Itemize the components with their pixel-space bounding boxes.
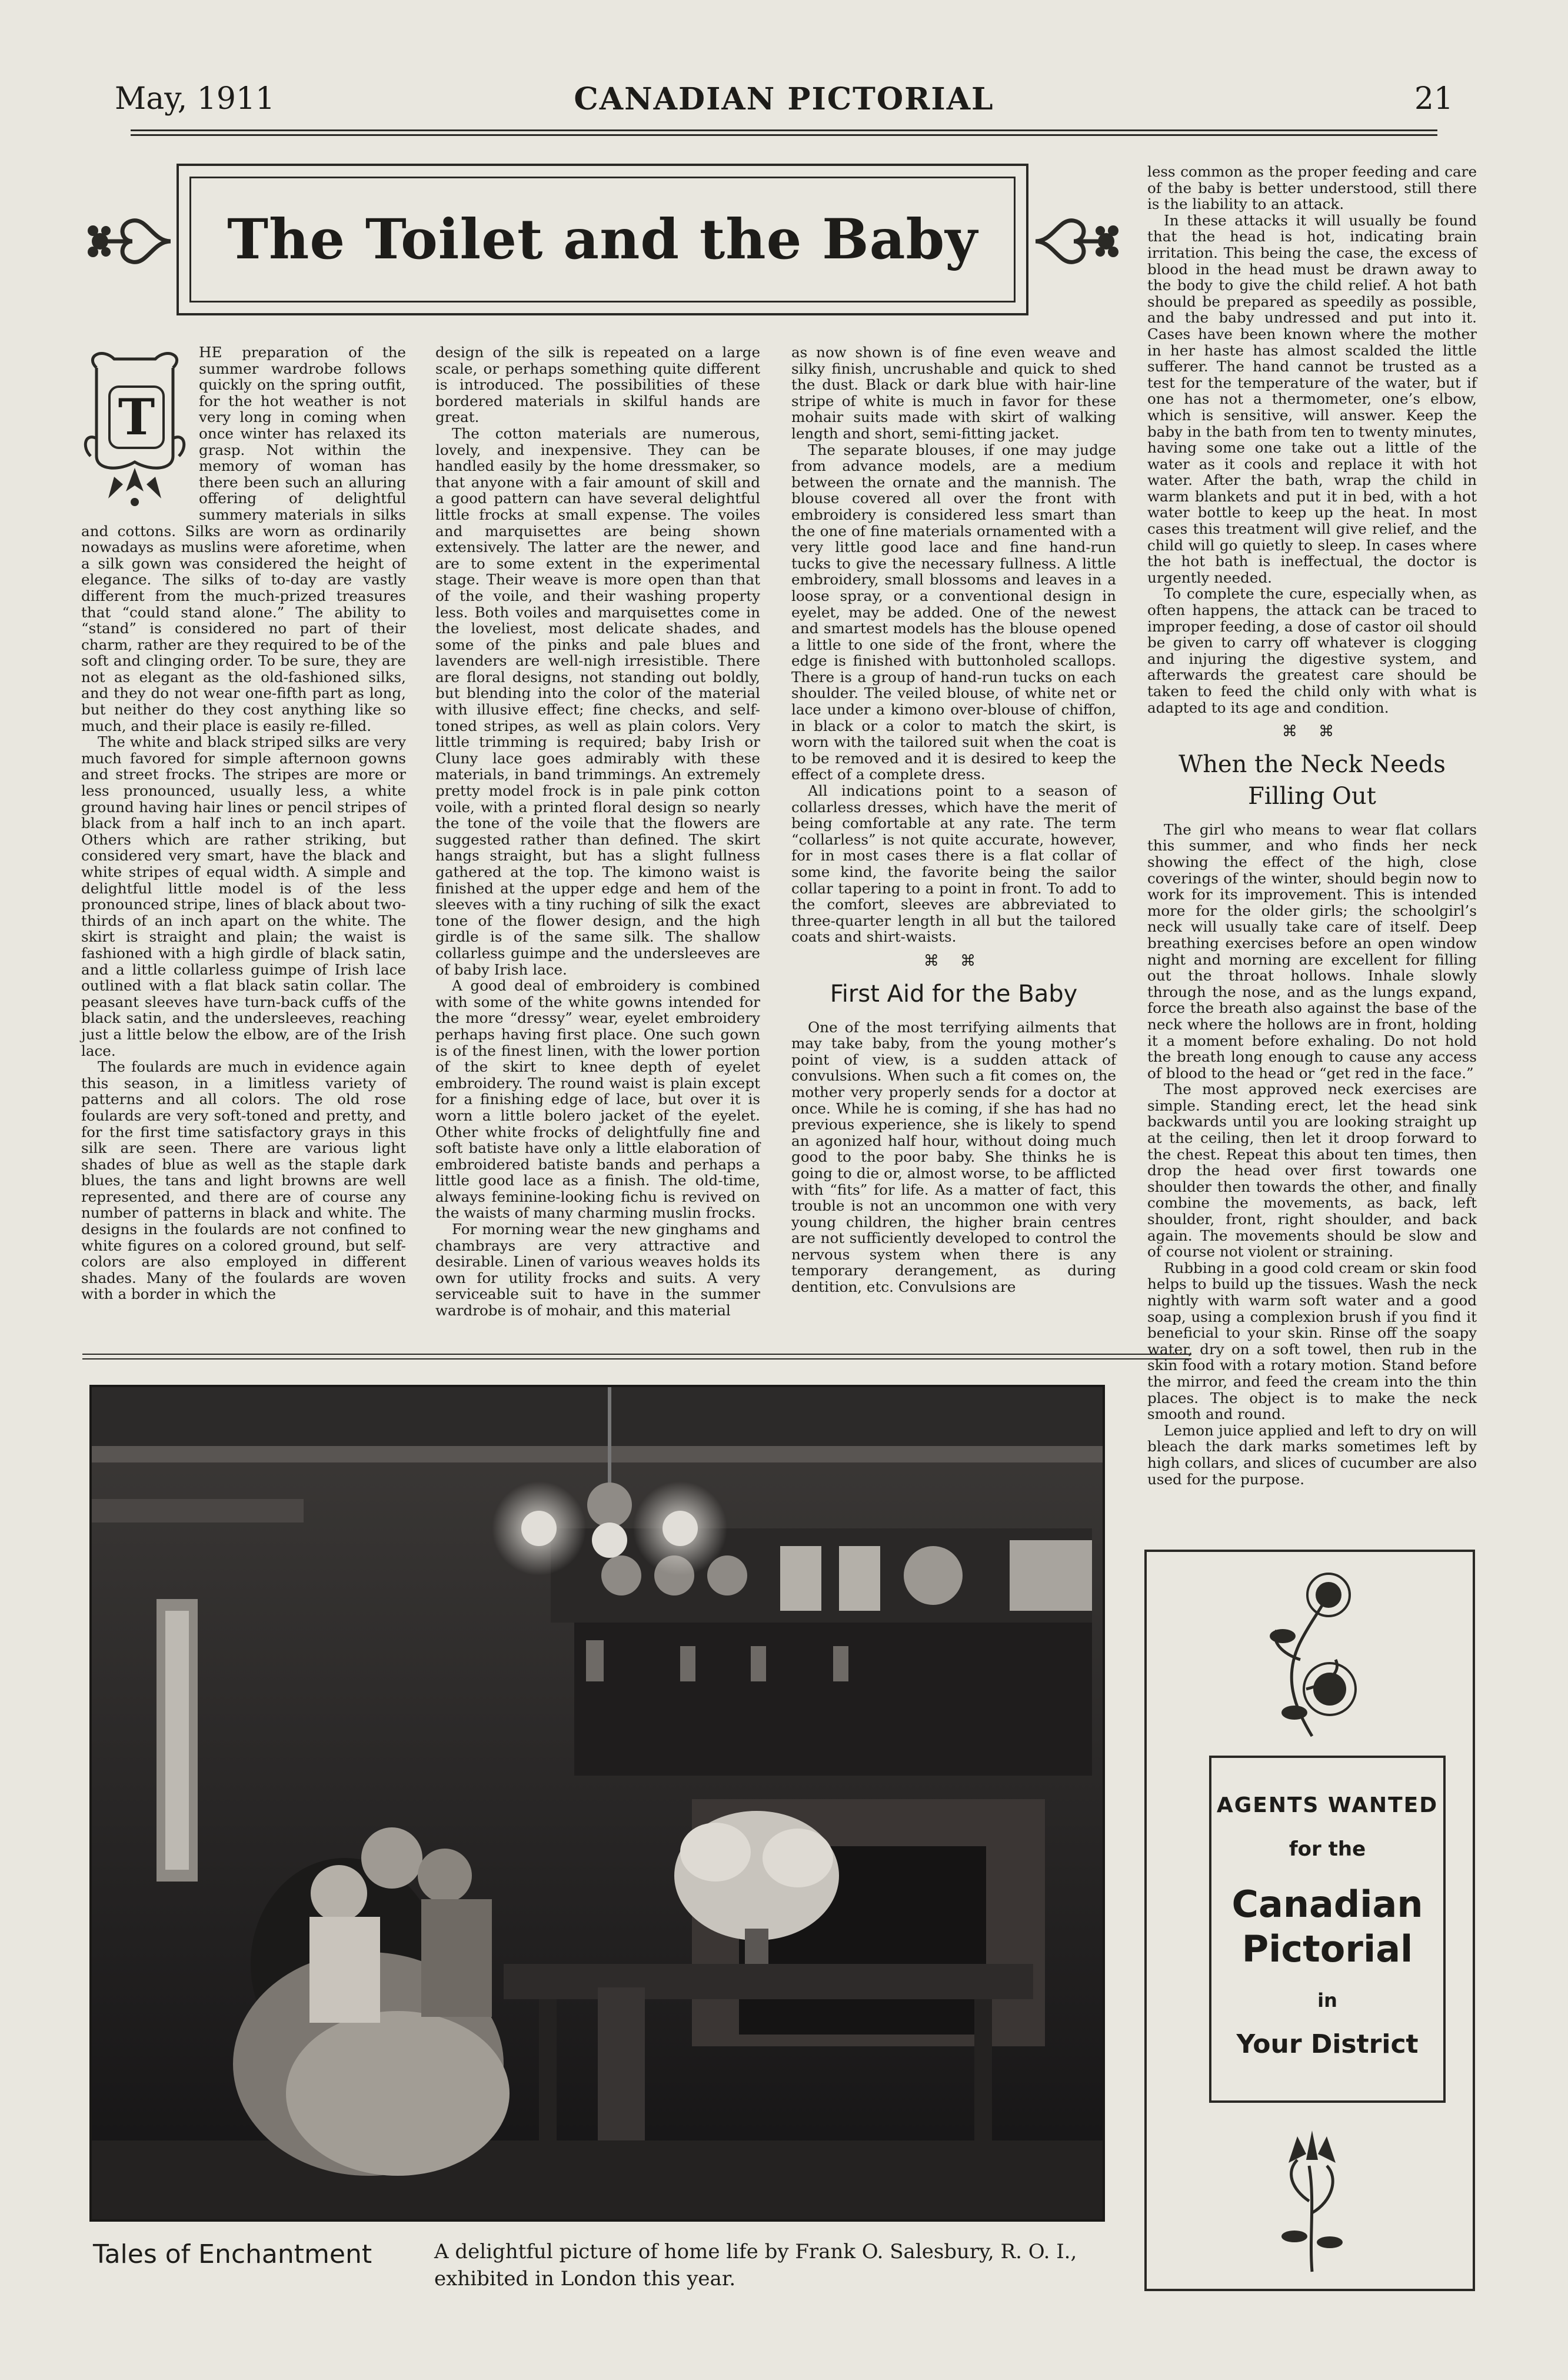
running-header (115, 81, 1453, 122)
ad-subline: for the (1289, 1837, 1366, 1861)
article-paragraph: The most approved neck exercises are simple. Standing erect, let the head sink backwards until you are looking straight up at the ceiling, then let it droop forward to the chest. Repeat this about ten times, then drop the head over first towards one shoulder then towards the other, and finally combine the movements, as back, left shoulder, front, right shoulder, and back again. The movements should be slow and of course not violent or straining. (1147, 1081, 1477, 1261)
article-column-4 (1147, 164, 1477, 1494)
neck-heading: When the Neck Needs Filling Out (1179, 750, 1446, 810)
photo-rule-top (82, 1354, 1191, 1355)
ad-brand (1211, 1882, 1443, 1972)
article-paragraph: Rubbing in a good cold cream or skin food helps to build up the tissues. Wash the neck nightly with warm soft water and a good soap, using a complexion brush if you find it beneficial to your skin. Rinse off the soapy water, dry on a soft towel, then rub in the skin food with a rotary motion. Stand before the mirror, and feed the cream into the thin places. The object is to make the neck smooth and round. (1147, 1259, 1477, 1423)
header-rule-top (131, 129, 1437, 131)
agents-wanted-panel (1209, 1756, 1446, 2103)
photograph-drawing (92, 1387, 1103, 2219)
article-paragraph: To complete the cure, especially when, as often happens, the attack can be traced to improper feeding, a dose of castor oil should be given to carry off whatever is clogging and injuring the digestive system, and afterwards the greatest care should be taken to feed the child only with what is adapted to its age and condition. (1147, 585, 1477, 716)
drop-cap-letter: T (108, 385, 165, 449)
photo-caption-text: A delightful picture of home life by Frank O. Salesbury, R. O. I., exhibited in London this year. (434, 2240, 1077, 2291)
photo-rule-bottom (82, 1358, 1191, 1359)
ad-connector: in (1317, 1989, 1337, 2012)
ad-headline: AGENTS WANTED (1216, 1793, 1439, 1817)
page-number: 21 (1414, 81, 1453, 117)
article-paragraph: The white and black striped silks are very much favored for simple afternoon gowns and street frocks. The stripes are more or less pronounced, usually less, a white ground having hair lines or pencil stripes of black from a half inch to an inch apart. Others which are rather striking, but considered very smart, have the black and white stripes of equal width. A simple and delightful little model is of the less pronounced stripe, lines of black about two-thirds of an inch apart on the white. The skirt is straight and plain; the waist is fashioned with a high girdle of black satin, and a little collarless guimpe of Irish lace outlined with a flat black satin collar. The peasant sleeves have turn-back cuffs of the black satin, and the undersleeves, reaching just a little below the elbow, are of the Irish lace. (81, 733, 406, 1059)
article-title-box (177, 164, 1028, 315)
photo-caption-title: Tales of Enchantment (93, 2239, 372, 2269)
right-scroll-ornament-icon (1030, 194, 1124, 288)
article-column-3 (791, 344, 1116, 1321)
article-paragraph: For morning wear the new ginghams and chambrays are very attractive and desirable. Linen of various weaves holds its own for utility frocks and suits. A very serviceable suit to have in the summer wardrobe is of mohair, and this material (435, 1221, 760, 1319)
section-separator: ⌘ ⌘ (923, 952, 984, 970)
flower-spray-bottom-icon (1262, 2119, 1362, 2278)
ad-location: Your District (1236, 2029, 1419, 2059)
article-column-2 (435, 344, 760, 1321)
article-title: The Toilet and the Baby (227, 207, 978, 272)
flower-spray-top-icon (1259, 1571, 1365, 1742)
article-paragraph: as now shown is of fine even weave and silky finish, uncrushable and quick to shed the dust. Black or dark blue with hair-line stripe of white is much in favor for these mohair suits made with skirt of walking length and short, semi-fitting jacket. (791, 344, 1116, 442)
article-column-1 (81, 344, 406, 1321)
ad-brand-line-2: Pictorial (1241, 1927, 1413, 1970)
drop-cap-ornament (79, 344, 191, 509)
article-paragraph: less common as the proper feeding and care of the baby is better understood, still there is the liability to an attack. (1147, 163, 1477, 213)
article-paragraph: design of the silk is repeated on a large scale, or perhaps something quite different is introduced. The possibilities of these bordered materials in skilful hands are great. (435, 344, 760, 426)
article-paragraph: A good deal of embroidery is combined with some of the white gowns intended for the more “dressy” wear, eyelet embroidery perhaps having first place. One such gown is of the finest linen, with the lower portion of the skirt to knee depth of eyelet embroidery. The round waist is plain except for a finishing edge of lace, but over it is worn a little bolero jacket of the eyelet. Other white frocks of delightfully fine and soft batiste have only a little elaboration of embroidered batiste bands and perhaps a little good lace as a finish. The old-time, always feminine-looking fichu is revived on the waists of many charming muslin frocks. (435, 977, 760, 1222)
article-title-frame (189, 177, 1016, 303)
article-paragraph: The separate blouses, if one may judge from advance models, are a medium between the ornate and the mannish. The blouse covered all over the front with embroidery is considered less smart than the one of fine materials ornamented with a very little good lace and fine hand-run tucks to give the necessary fullness. A little embroidery, small blossoms and leaves in a loose spray, or a conventional design in eyelet, may be added. One of the newest and smartest models has the blouse opened a little to one side of the front, where the edge is finished with buttonholed scallops. There is a group of hand-run tucks on each shoulder. The veiled blouse, of white net or lace under a kimono over-blouse of chiffon, in black or a color to match the skirt, is worn with the tailored suit when the coat is to be removed and it is desired to keep the effect of a complete dress. (791, 441, 1116, 783)
section-separator: ⌘ ⌘ (1281, 723, 1343, 741)
article-paragraph: All indications point to a season of collarless dresses, which have the merit of being comfortable at any rate. The term “collarless” is not quite accurate, however, for in most cases there is a flat collar of some kind, the favorite being the sailor collar tapering to a point in front. To add to the comfort, sleeves are abbreviated to three-quarter length in all but the tailored coats and shirt-waists. (791, 782, 1116, 946)
article-paragraph: The foulards are much in evidence again this season, in a limitless variety of patterns and all colors. The old rose foulards are very soft-toned and pretty, and for the first time satisfactory grays in this silk are seen. There are various light shades of blue as well as the staple dark blues, the tans and light browns are well represented, and there are of course any number of patterns in black and white. The designs in the foulards are not confined to white figures on a colored ground, but self-colors are also employed in different shades. Many of the foulards are woven with a border in which the (81, 1058, 406, 1303)
article-paragraph: The girl who means to wear flat collars this summer, and who finds her neck showing the effect of the high, close coverings of the winter, should begin now to work for its improvement. This is intended more for the older girls; the schoolgirl’s neck will usually take care of itself. Deep breathing exercises before an open window night and morning are excellent for filling out the throat hollows. Inhale slowly through the nose, and as the lungs expand, force the breath also against the base of the neck where the hollows are in front, holding it a moment before exhaling. Do not hold the breath long enough to cause any access of blood to the head or “get red in the face.” (1147, 820, 1477, 1082)
photograph-tales-of-enchantment (89, 1385, 1105, 2222)
ad-brand-line-1: Canadian (1231, 1883, 1423, 1926)
publication-name: CANADIAN PICTORIAL (574, 81, 994, 117)
left-scroll-ornament-icon (82, 194, 177, 288)
article-paragraph: Lemon juice applied and left to dry on will bleach the dark marks sometimes left by high collars, and slices of cucumber are also used for the purpose. (1147, 1421, 1477, 1488)
article-paragraph: The cotton materials are numerous, lovely, and inexpensive. They can be handled easily by the home dressmaker, so that anyone with a fair amount of skill and a good pattern can have several delightful little frocks at small expense. The voiles and marquisettes are being shown extensively. The latter are the newer, and are to some extent in the experimental stage. Their weave is more open than that of the voile, and their washing property less. Both voiles and marquisettes come in the loveliest, most delicate shades, and some of the pinks and pale blues and lavenders are well-nigh irresistible. There are floral designs, not standing out boldly, but blending into the color of the material with illusive effect; fine checks, and self-toned stripes, as well as plain colors. Very little trimming is required; baby Irish or Cluny lace goes admirably with these materials, in band trimmings. An extremely pretty model frock is in pale pink cotton voile, with a printed floral design so nearly the tone of the voile that the flowers are suggested rather than defined. The skirt hangs straight, but has a slight fullness gathered at the top. The kimono waist is finished at the upper edge and hem of the sleeves with a tiny ruching of silk the exact tone of the flower design, and the high girdle is of the same silk. The shallow collarless guimpe and the undersleeves are of baby Irish lace. (435, 424, 760, 978)
article-paragraph: One of the most terrifying ailments that may take baby, from the young mother’s point of view, is a sudden attack of convulsions. When such a fit comes on, the mother very properly sends for a doctor at once. While he is coming, if she has had no previous experience, she is likely to spend an agonized half hour, without doing much good to the poor baby. She thinks he is going to die or, almost worse, to be afflicted with “fits” for life. As a matter of fact, this trouble is not an uncommon one with very young children, the higher brain centres are not sufficiently developed to control the nervous system when there is any temporary derangement, as during dentition, etc. Convulsions are (791, 1018, 1116, 1296)
header-rule-bottom (131, 134, 1437, 136)
first-aid-heading: First Aid for the Baby (830, 980, 1078, 1008)
article-paragraph: HE preparation of the summer wardrobe follows quickly on the spring outfit, for the hot weather is not very long in coming when once winter has relaxed its grasp. Not within the memory of woman has there been such an alluring offering of delightful summery materials in silks and cottons. Silks are worn as ordinarily nowadays as muslins were aforetime, when a silk gown was considered the height of elegance. The silks of to-day are vastly different from the much-prized treasures that “could stand alone.” The ability to “stand” is considered no part of their charm, rather are they required to be of the soft and clinging order. To be sure, they are not as elegant as the old-fashioned silks, and they do not wear one-fifth part as long, but neither do they cost anything like so much, and their place is easily re-filled. (81, 344, 406, 734)
article-paragraph: In these attacks it will usually be found that the head is hot, indicating brain irritation. This being the case, the excess of blood in the head must be drawn away to the body to give the child relief. A hot bath should be prepared as speedily as possible, and the baby undressed and put into it. Cases have been known where the mother in her haste has almost scalded the little sufferer. The hand cannot be trusted as a test for the temperature of the water, but if one has not a thermometer, one’s elbow, which is sensitive, will answer. Keep the baby in the bath from ten to twenty minutes, having some one take out a little of the water as it cools and replace it with hot water. After the bath, wrap the child in warm blankets and put it in bed, with a hot water bottle to keep up the heat. In most cases this treatment will give relief, and the child will go quietly to sleep. In cases where the hot bath is ineffectual, the doctor is urgently needed. (1147, 211, 1477, 586)
issue-date: May, 1911 (115, 81, 275, 117)
